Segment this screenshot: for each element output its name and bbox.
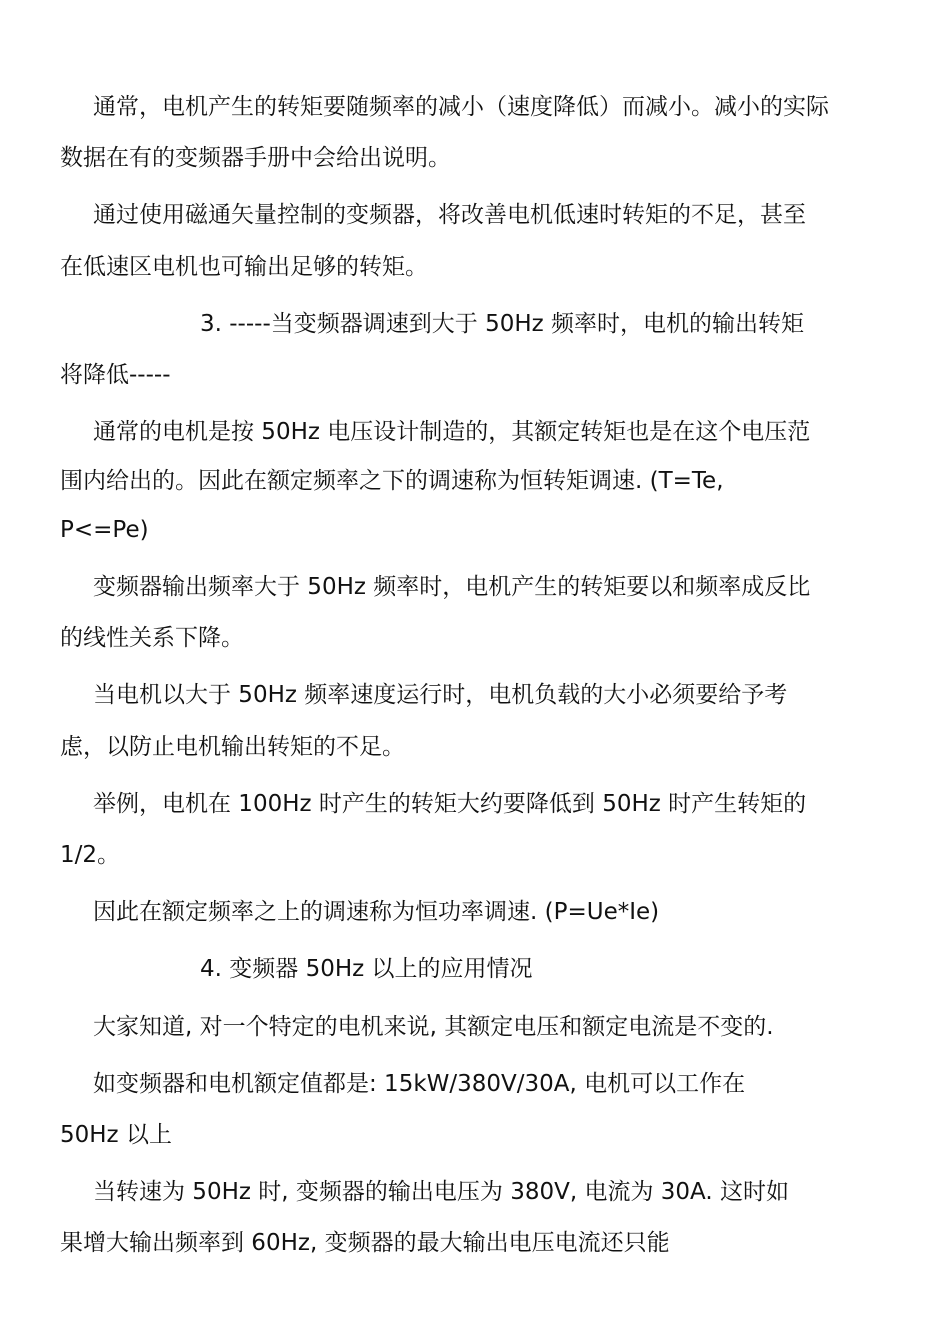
paragraph-line: 数据在有的变频器手册中会给出说明。 — [60, 145, 451, 171]
section-heading-3: 3. -----当变频器调速到大于 50Hz 频率时，电机的输出转矩 — [200, 311, 805, 337]
paragraph-line: 通过使用磁通矢量控制的变频器，将改善电机低速时转矩的不足，甚至 — [93, 202, 806, 228]
paragraph-line: 的线性关系下降。 — [60, 625, 244, 651]
paragraph-line: 围内给出的。因此在额定频率之下的调速称为恒转矩调速. (T=Te, — [60, 468, 724, 494]
paragraph-line: 如变频器和电机额定值都是: 15kW/380V/30A, 电机可以工作在 — [93, 1071, 746, 1097]
paragraph-line: 在低速区电机也可输出足够的转矩。 — [60, 254, 428, 280]
paragraph-line: P<=Pe) — [60, 517, 149, 543]
paragraph-line: 50Hz 以上 — [60, 1122, 172, 1148]
paragraph-line: 1/2。 — [60, 842, 121, 868]
paragraph-line: 当转速为 50Hz 时, 变频器的输出电压为 380V, 电流为 30A. 这时如 — [93, 1179, 789, 1205]
paragraph-line: 虑，以防止电机输出转矩的不足。 — [60, 734, 405, 760]
paragraph-line: 举例，电机在 100Hz 时产生的转矩大约要降低到 50Hz 时产生转矩的 — [93, 791, 807, 817]
paragraph-line: 变频器输出频率大于 50Hz 频率时，电机产生的转矩要以和频率成反比 — [93, 574, 811, 600]
paragraph-line: 通常，电机产生的转矩要随频率的减小（速度降低）而减小。减小的实际 — [93, 94, 829, 120]
section-heading-3-continuation: 将降低----- — [60, 362, 171, 388]
paragraph-line: 大家知道, 对一个特定的电机来说, 其额定电压和额定电流是不变的. — [93, 1014, 774, 1040]
paragraph-line: 果增大输出频率到 60Hz, 变频器的最大输出电压电流还只能 — [60, 1230, 670, 1256]
paragraph-line: 当电机以大于 50Hz 频率速度运行时，电机负载的大小必须要给予考 — [93, 682, 788, 708]
paragraph-line: 通常的电机是按 50Hz 电压设计制造的，其额定转矩也是在这个电压范 — [93, 419, 811, 445]
section-heading-4: 4. 变频器 50Hz 以上的应用情况 — [200, 956, 533, 982]
paragraph-line: 因此在额定频率之上的调速称为恒功率调速. (P=Ue*Ie) — [93, 899, 660, 925]
